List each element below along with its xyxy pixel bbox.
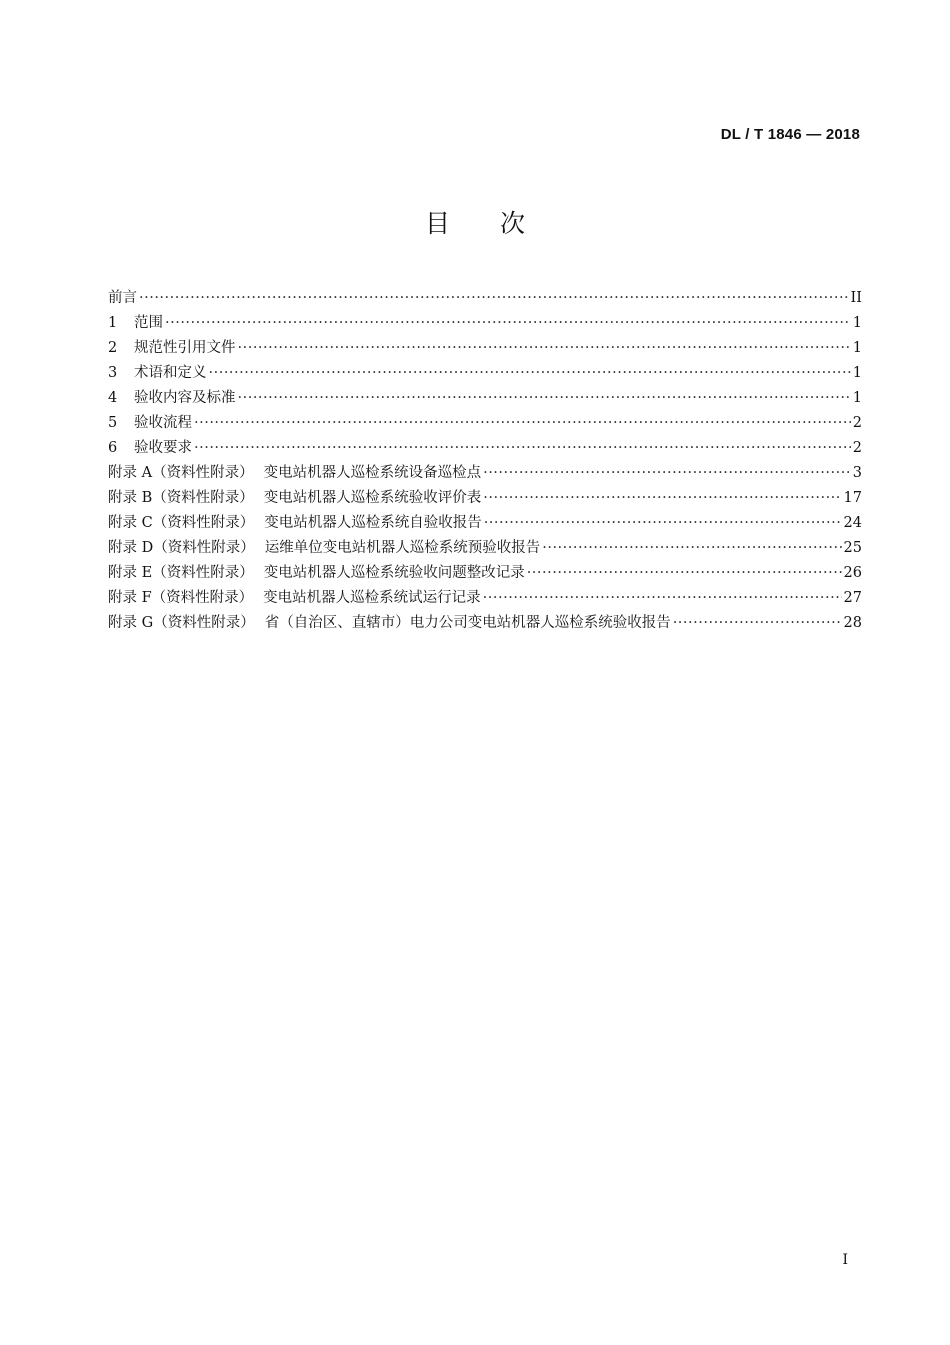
toc-entry-page: 2 (852, 440, 862, 456)
toc-appendix-prefix: 附录 C（资料性附录） (108, 515, 255, 531)
dot-leader (139, 286, 849, 311)
toc-entry-page: 17 (843, 490, 862, 506)
toc-entry[interactable] (108, 436, 862, 461)
toc-entry[interactable] (108, 411, 862, 436)
toc-entry[interactable] (108, 586, 862, 611)
toc-appendix-prefix: 附录 D（资料性附录） (108, 540, 255, 556)
toc-entry[interactable] (108, 386, 862, 411)
toc-entry-label: 变电站机器人巡检系统验收问题整改记录 (263, 565, 525, 581)
toc-entry-label: 验收流程 (134, 415, 192, 431)
toc-entry-label: 变电站机器人巡检系统验收评价表 (263, 490, 482, 506)
toc-entry-label: 范围 (134, 315, 163, 331)
toc-entry-label: 验收内容及标准 (134, 390, 236, 406)
toc-entry-number: 5 (108, 415, 118, 431)
dot-leader (542, 536, 841, 561)
toc-entry[interactable] (108, 561, 862, 586)
title-char-1: 目 (424, 209, 450, 238)
toc-entry-label: 前言 (108, 290, 137, 306)
table-of-contents (108, 286, 862, 636)
toc-entry-page: 26 (843, 565, 862, 581)
toc-entry[interactable] (108, 511, 862, 536)
toc-entry-page: 3 (852, 465, 862, 481)
toc-appendix-prefix: 附录 B（资料性附录） (108, 490, 254, 506)
toc-appendix-prefix: 附录 F（资料性附录） (108, 590, 254, 606)
toc-entry-label: 变电站机器人巡检系统自验收报告 (264, 515, 482, 531)
dot-leader (238, 386, 851, 411)
toc-entry-number: 6 (108, 440, 118, 456)
toc-entry[interactable] (108, 361, 862, 386)
toc-entry-page: II (850, 290, 862, 306)
toc-entry[interactable] (108, 461, 862, 486)
toc-entry-label: 术语和定义 (134, 365, 207, 381)
dot-leader (527, 561, 842, 586)
toc-entry-page: 1 (852, 315, 862, 331)
toc-entry[interactable] (108, 611, 862, 636)
toc-entry[interactable] (108, 286, 862, 311)
toc-entry-page: 2 (852, 415, 862, 431)
toc-entry[interactable] (108, 311, 862, 336)
toc-entry-page: 24 (843, 515, 862, 531)
toc-entry-page: 27 (843, 590, 862, 606)
dot-leader (194, 411, 851, 436)
toc-entry[interactable] (108, 486, 862, 511)
toc-entry-page: 28 (843, 615, 862, 631)
page-number: I (842, 1252, 848, 1268)
toc-entry-label: 验收要求 (134, 440, 192, 456)
toc-appendix-prefix: 附录 G（资料性附录） (108, 615, 255, 631)
toc-entry-number: 3 (108, 365, 118, 381)
dot-leader (194, 436, 851, 461)
dot-leader (483, 586, 842, 611)
toc-entry-number: 2 (108, 340, 118, 356)
dot-leader (673, 611, 842, 636)
toc-entry-label: 运维单位变电站机器人巡检系统预验收报告 (264, 540, 541, 556)
title-char-2: 次 (500, 209, 526, 238)
toc-entry-page: 1 (852, 340, 862, 356)
dot-leader (209, 361, 851, 386)
toc-entry-label: 规范性引用文件 (134, 340, 236, 356)
page-title (0, 204, 950, 240)
dot-leader (238, 336, 851, 361)
standard-code: DL / T 1846 — 2018 (720, 126, 860, 143)
toc-entry-page: 25 (843, 540, 862, 556)
dot-leader (484, 511, 842, 536)
toc-entry-label: 省（自治区、直辖市）电力公司变电站机器人巡检系统验收报告 (264, 615, 671, 631)
toc-entry-number: 1 (108, 315, 118, 331)
toc-entry[interactable] (108, 336, 862, 361)
toc-entry[interactable] (108, 536, 862, 561)
toc-entry-number: 4 (108, 390, 118, 406)
toc-entry-label: 变电站机器人巡检系统试运行记录 (263, 590, 481, 606)
dot-leader (483, 461, 851, 486)
dot-leader (165, 311, 851, 336)
dot-leader (483, 486, 841, 511)
toc-appendix-prefix: 附录 A（资料性附录） (108, 465, 254, 481)
toc-entry-label: 变电站机器人巡检系统设备巡检点 (263, 465, 482, 481)
toc-entry-page: 1 (852, 390, 862, 406)
toc-entry-page: 1 (852, 365, 862, 381)
toc-appendix-prefix: 附录 E（资料性附录） (108, 565, 254, 581)
